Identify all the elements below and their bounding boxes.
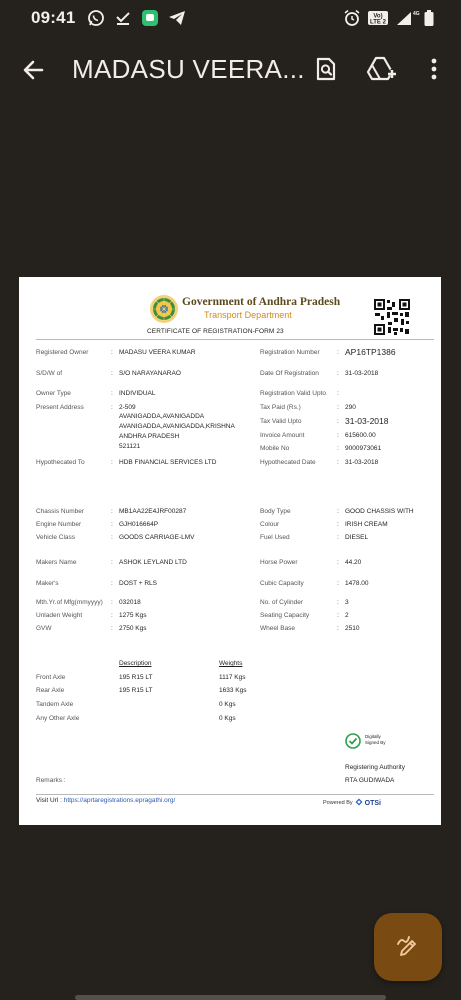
header-divider [36,339,434,340]
field-label: Maker's [36,580,59,587]
unladen-weight-value: 1275 Kgs [119,612,147,619]
otsi-logo-icon [355,798,363,808]
engine-number-value: GJH016664P [119,521,159,528]
makers-model-value: DOST + RLS [119,580,157,587]
telegram-icon [168,9,186,27]
powered-by [323,798,381,808]
chat-app-icon [141,9,159,27]
address-line: AVANIGADDA,AVANIGADDA [119,413,205,420]
separator: : [111,612,113,619]
pdf-page[interactable] [19,277,441,825]
separator: : [111,580,113,587]
field-label: Registration Valid Upto [260,390,326,397]
field-label: Body Type [260,508,291,515]
separator: : [337,390,339,397]
edit-fab-button[interactable] [374,913,442,981]
status-time: 09:41 [31,8,76,27]
separator: : [111,459,113,466]
axle-description: 195 R15 LT [119,674,153,681]
field-label: Owner Type [36,390,71,397]
field-label: Hypothecated To [36,459,85,466]
axle-weight: 1633 Kgs [219,687,247,694]
tax-valid-value: 31-03-2018 [345,416,389,426]
axle-description: 195 R15 LT [119,687,153,694]
vehicle-class-value: GOODS CARRIAGE-LMV [119,534,195,541]
field-label: Registered Owner [36,349,89,356]
field-label: Registration Number [260,349,320,356]
status-bar [0,0,461,36]
field-label: No. of Cylinder [260,599,303,606]
axle-label: Any Other Axle [36,715,80,722]
download-done-icon [114,9,132,27]
field-label: Date Of Registration [260,370,319,377]
separator: : [337,508,339,515]
edit-pen-icon [395,932,421,963]
gvw-value: 2750 Kgs [119,625,147,632]
cylinders-value: 3 [345,599,349,606]
invoice-amount-value: 615600.00 [345,432,376,439]
field-label: Horse Power [260,559,298,566]
field-label: Seating Capacity [260,612,310,619]
axle-label: Rear Axle [36,687,65,694]
address-line: 521121 [119,443,141,450]
field-label: Unladen Weight [36,612,83,619]
field-label: Colour [260,521,280,528]
add-to-drive-icon[interactable] [368,55,396,83]
svg-text:Vo): Vo) [373,13,383,20]
tax-paid-value: 290 [345,404,356,411]
body-type-value: GOOD CHASSIS WITH [345,508,414,515]
digitally-signed-label: Digitally Signed By [365,734,386,745]
back-arrow-icon[interactable] [20,56,48,84]
separator: : [111,349,113,356]
find-in-page-icon[interactable] [312,55,340,83]
separator: : [337,349,339,356]
separator: : [337,370,339,377]
axle-label: Tandem Axle [36,701,74,708]
footer-divider [36,794,434,795]
wheel-base-value: 2510 [345,625,360,632]
separator: : [337,625,339,632]
registering-authority-label: Registering Authority [345,764,405,771]
visit-url-line [36,797,175,804]
horse-power-value: 44.20 [345,559,362,566]
notification-icons [87,9,186,27]
seating-capacity-value: 2 [345,612,349,619]
separator: : [111,625,113,632]
field-label: Vehicle Class [36,534,76,541]
fuel-used-value: DIESEL [345,534,369,541]
separator: : [111,404,113,411]
dept-subtitle: Transport Department [204,310,292,320]
alarm-icon [343,9,361,27]
separator: : [337,599,339,606]
field-label: Fuel Used [260,534,290,541]
separator: : [337,521,339,528]
field-label: Tax Valid Upto [260,418,302,425]
gesture-nav-bar [75,995,386,1000]
system-icons [343,9,435,27]
field-label: Hypothecated Date [260,459,316,466]
axle-weight: 0 Kgs [219,701,236,708]
volte-icon [367,9,389,27]
svg-text:LTE 2: LTE 2 [370,19,386,26]
separator: : [337,445,339,452]
registered-owner-value: MADASU VEERA KUMAR [119,349,196,356]
makers-name-value: ASHOK LEYLAND LTD [119,559,187,566]
separator: : [111,521,113,528]
colour-value: IRISH CREAM [345,521,388,528]
field-label: Invoice Amount [260,432,305,439]
separator: : [111,559,113,566]
axle-weights-header: Weights [219,660,243,667]
registration-date-value: 31-03-2018 [345,370,379,377]
field-label: Engine Number [36,521,82,528]
address-line: ANDHRA PRADESH [119,433,180,440]
separator: : [337,580,339,587]
axle-label: Front Axle [36,674,66,681]
digital-signature-check-icon [345,733,361,749]
separator: : [337,404,339,411]
separator: : [111,370,113,377]
separator: : [111,390,113,397]
separator: : [111,508,113,515]
separator: : [337,418,339,425]
visit-url-label: Visit Url : [36,797,62,804]
field-label: Present Address [36,404,84,411]
address-line: 2-509 [119,404,136,411]
certificate-title: CERTIFICATE OF REGISTRATION-FORM 23 [147,328,284,335]
govt-logo-header [149,294,349,328]
visit-url-link[interactable]: https://aprtaregistrations.epragathi.org/ [63,797,176,804]
document-title: MADASU VEERA... [72,54,305,84]
signal-4g-icon [395,9,420,27]
field-label: GVW [36,625,52,632]
separator: : [337,534,339,541]
hypothecated-to-value: HDB FINANCIAL SERVICES LTD [119,459,217,466]
address-line: AVANIGADDA,AVANIGADDA,KRISHNA [119,423,235,430]
cubic-capacity-value: 1478.00 [345,580,369,587]
axle-weight: 0 Kgs [219,715,236,722]
more-vert-icon[interactable] [421,55,447,83]
separator: : [337,459,339,466]
govt-title: Government of Andhra Pradesh [182,296,341,308]
field-label: S/D/W of [36,370,63,377]
whatsapp-icon [87,9,105,27]
svg-text:4G: 4G [413,11,420,17]
app-toolbar [0,44,461,94]
mobile-number-value: 9000973061 [345,445,382,452]
remarks-label: Remarks : [36,777,66,784]
axle-weight: 1117 Kgs [219,674,246,681]
otsi-label: OTSi [364,799,381,807]
separator: : [337,612,339,619]
axle-description-header: Description [119,660,152,667]
qr-code-icon [373,298,411,336]
field-label: Chassis Number [36,508,85,515]
field-label: Tax Paid (Rs.) [260,404,301,411]
battery-icon [423,9,435,27]
chassis-number-value: MB1AA22E4JRF00287 [119,508,187,515]
field-label: Cubic Capacity [260,580,304,587]
relation-value: S/O NARAYANARAO [119,370,181,377]
separator: : [337,432,339,439]
powered-by-label: Powered By [323,800,353,806]
field-label: Mobile No [260,445,290,452]
field-label: Makers Name [36,559,77,566]
separator: : [111,599,113,606]
hypothecated-date-value: 31-03-2018 [345,459,379,466]
separator: : [111,534,113,541]
registration-number-value: AP16TP1386 [345,347,396,357]
separator: : [337,559,339,566]
registering-authority-value: RTA GUDIWADA [345,777,395,784]
ap-emblem-icon [149,294,179,324]
field-label: Wheel Base [260,625,296,632]
field-label: Mth.Yr.of Mfg(mmyyyy) [36,599,103,606]
manufacture-date-value: 032018 [119,599,141,606]
owner-type-value: INDIVIDUAL [119,390,156,397]
